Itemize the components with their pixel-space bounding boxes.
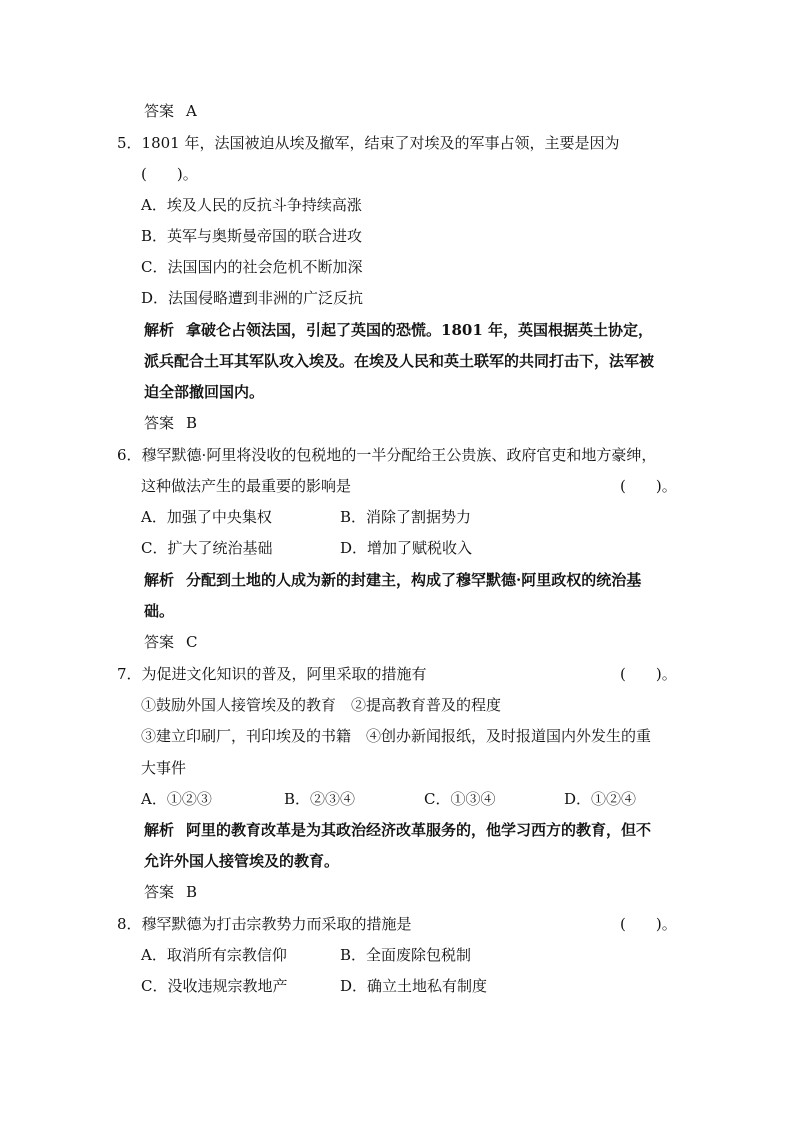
q5-stem-line1	[117, 133, 620, 153]
q6-analysis-line2: 础。	[144, 602, 175, 620]
q6-option-a: A．加强了中央集权	[141, 508, 272, 526]
q5-analysis-line3: 迫全部撤回国内。	[144, 383, 265, 401]
answer-value: B	[186, 414, 198, 432]
q6-stem-line1	[117, 445, 656, 465]
q8-option-c: C．没收违规宗教地产	[141, 977, 288, 995]
question-number: 6．	[117, 446, 142, 464]
question-number: 8．	[117, 915, 142, 933]
q8-stem-line1	[117, 914, 412, 934]
q7-stem-line1	[117, 664, 427, 684]
question-text: 穆罕默德·阿里将没收的包税地的一半分配给王公贵族、政府官吏和地方豪绅，	[141, 446, 657, 464]
q7-items-line2: ③建立印刷厂，刊印埃及的书籍 ④创办新闻报纸，及时报道国内外发生的重	[141, 727, 652, 745]
q8-answer-blank: ( )。	[620, 915, 677, 933]
q7-answer	[144, 882, 197, 902]
q5-answer	[144, 413, 197, 433]
q7-option-a: A．①②③	[141, 790, 212, 808]
q7-items-line3: 大事件	[141, 759, 187, 777]
q7-analysis-line1	[144, 820, 651, 840]
analysis-label: 解析	[144, 321, 175, 339]
question-text: 穆罕默德为打击宗教势力而采取的措施是	[141, 915, 412, 933]
q7-analysis-line2: 允许外国人接管埃及的教育。	[144, 852, 340, 870]
answer-value: C	[186, 633, 198, 651]
q6-analysis-line1	[144, 570, 641, 590]
analysis-text: 阿里的教育改革是为其政治经济改革服务的，他学习西方的教育，但不	[186, 821, 652, 839]
analysis-label: 解析	[144, 821, 175, 839]
q6-answer-blank: ( )。	[620, 477, 677, 495]
question-number: 5．	[117, 134, 142, 152]
q6-stem-line2: 这种做法产生的最重要的影响是	[141, 477, 352, 495]
answer-label: 答案	[144, 633, 175, 651]
q8-option-d: D．确立土地私有制度	[340, 977, 488, 995]
q7-items-line1: ①鼓励外国人接管埃及的教育 ②提高教育普及的程度	[141, 696, 502, 714]
analysis-text: 拿破仑占领法国，引起了英国的恐慌。1801 年，英国根据英土协定，	[186, 321, 653, 339]
q5-stem-line2: ( )。	[141, 165, 198, 183]
q5-option-d: D．法国侵略遭到非洲的广泛反抗	[141, 289, 364, 307]
q6-answer	[144, 632, 198, 652]
answer-label: 答案	[144, 883, 175, 901]
question-text: 1801 年，法国被迫从埃及撤军，结束了对埃及的军事占领，主要是因为	[141, 134, 620, 152]
q7-option-b: B．②③④	[284, 790, 356, 808]
q5-analysis-line2: 派兵配合土耳其军队攻入埃及。在埃及人民和英土联军的共同打击下，法军被	[144, 352, 655, 370]
q6-option-d: D．增加了赋税收入	[340, 539, 473, 557]
q5-option-c: C．法国国内的社会危机不断加深	[141, 258, 363, 276]
q6-option-c: C．扩大了统治基础	[141, 539, 273, 557]
answer-label: 答案	[144, 102, 175, 120]
q5-option-a: A．埃及人民的反抗斗争持续高涨	[141, 196, 362, 214]
q5-option-b: B．英军与奥斯曼帝国的联合进攻	[141, 227, 363, 245]
question-number: 7．	[117, 665, 142, 683]
q7-answer-blank: ( )。	[620, 665, 677, 683]
question-text: 为促进文化知识的普及，阿里采取的措施有	[141, 665, 427, 683]
q8-option-b: B．全面废除包税制	[340, 946, 472, 964]
answer-value: A	[186, 102, 197, 120]
q5-analysis-line1	[144, 320, 653, 340]
q4-answer	[144, 101, 197, 121]
q8-option-a: A．取消所有宗教信仰	[141, 946, 287, 964]
q7-option-d: D．①②④	[564, 790, 637, 808]
analysis-label: 解析	[144, 571, 175, 589]
q6-option-b: B．消除了割据势力	[340, 508, 472, 526]
analysis-text: 分配到土地的人成为新的封建主，构成了穆罕默德·阿里政权的统治基	[186, 571, 642, 589]
answer-value: B	[186, 883, 198, 901]
q7-option-c: C．①③④	[424, 790, 496, 808]
answer-label: 答案	[144, 414, 175, 432]
